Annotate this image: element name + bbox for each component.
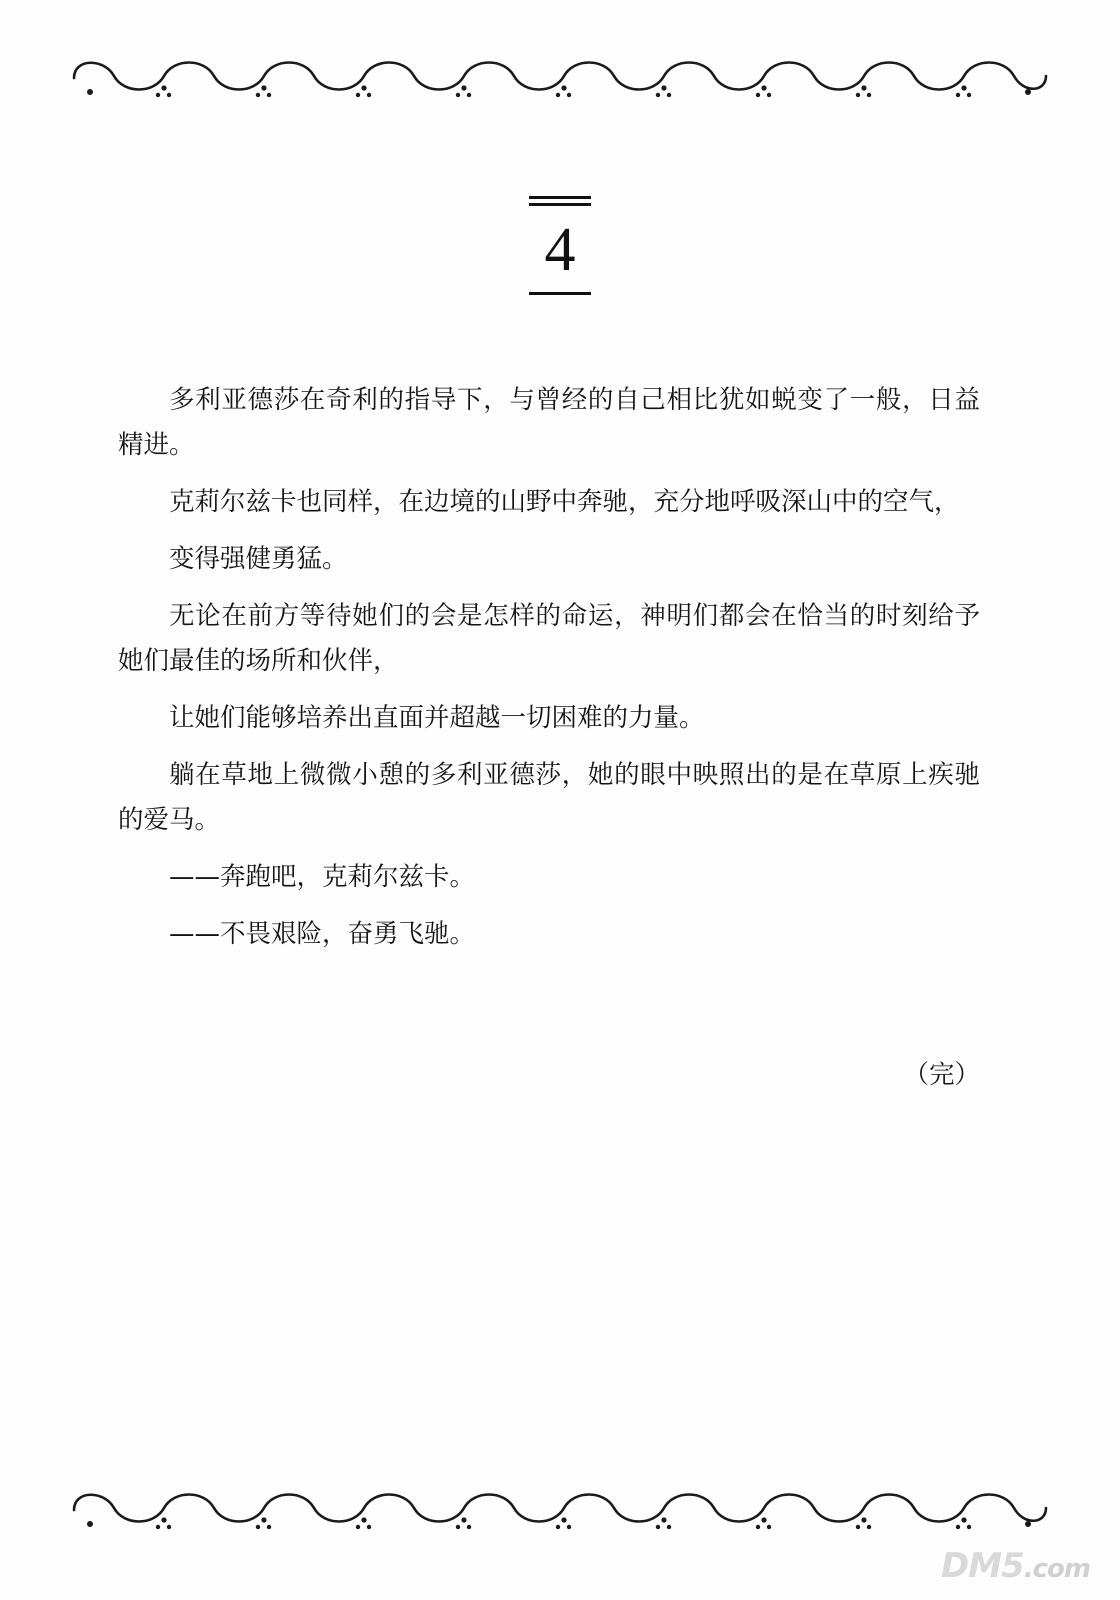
paragraph: 让她们能够培养出直面并超越一切困难的力量。 [169,703,705,733]
body-text [118,378,980,969]
watermark-suffix: .com [1023,1554,1090,1584]
floral-divider-icon-bottom [70,1480,1050,1540]
chapter-heading [0,196,1120,295]
chapter-number: 4 [544,216,576,284]
chapter-rule-bottom [529,292,591,295]
site-watermark [941,1546,1090,1586]
chapter-rule-top [529,196,591,206]
paragraph: ——奔跑吧，克莉尔兹卡。 [169,862,476,892]
floral-divider-icon-top [70,48,1050,108]
paragraph: 克莉尔兹卡也同样，在边境的山野中奔驰，充分地呼吸深山中的空气， [169,487,960,517]
paragraph: 变得强健勇猛。 [169,544,348,574]
paragraph: 无论在前方等待她们的会是怎样的命运，神明们都会在恰当的时刻给予她们最佳的场所和伙伴， [118,601,980,676]
paragraph: 躺在草地上微微小憩的多利亚德莎，她的眼中映照出的是在草原上疾驰的爱马。 [118,760,980,835]
paragraph: 多利亚德莎在奇利的指导下，与曾经的自己相比犹如蜕变了一般，日益精进。 [118,385,980,460]
watermark-brand: DM5 [941,1546,1024,1586]
ending-mark: （完） [903,1060,980,1090]
paragraph: ——不畏艰险，奋勇飞驰。 [169,919,476,949]
